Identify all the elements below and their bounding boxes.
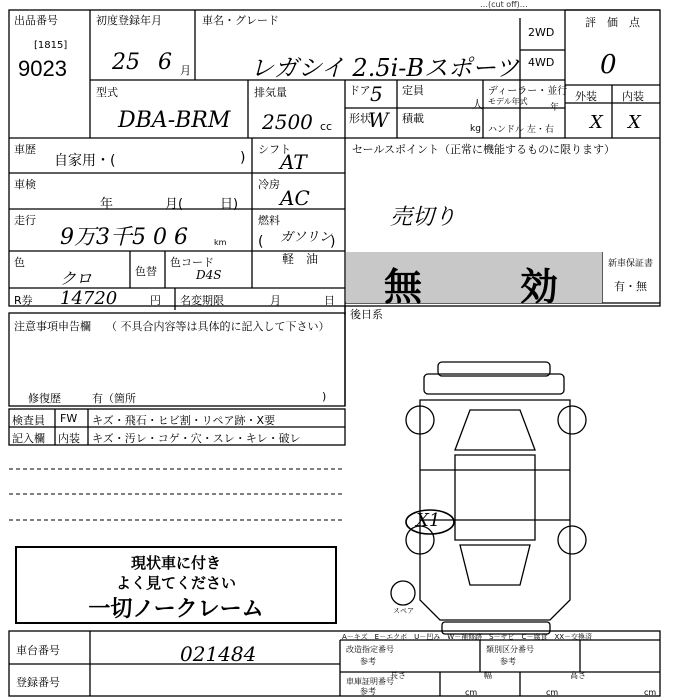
registration-label: 初度登録年月 [96,14,162,27]
warranty-label: 新車保証書 [608,259,654,269]
after-notes-label: 後日系 [350,308,383,321]
history-value: 自家用・( [54,153,116,169]
name-change-month: 月 [270,294,281,307]
reg-number-label: 登録番号 [16,676,60,689]
capacity-unit: 人 [472,98,483,111]
recycle-value: 14720 [60,288,118,309]
ac-label: 冷房 [258,178,280,191]
inspection-label: 車検 [14,178,36,191]
registration-year: 25 [112,50,140,75]
name-change-day: 日 [324,294,335,307]
mileage-value: 9万3千5 0 6 [60,225,188,250]
doors-value: 5 [370,82,383,106]
sales-point-label: セールスポイント（正常に機能するものに限ります） [352,143,616,156]
header-fragment: …(cut off)… [480,0,528,9]
ext-label: 外装 [575,90,597,103]
claim-line-2: よく見てください [115,574,236,592]
color-label: 色 [14,256,25,269]
doors-label: ドア [349,84,371,97]
model-year-label: モデル年式 [488,97,528,106]
mods-label: 改造指定番号 [346,645,394,654]
color-value: クロ [60,269,93,288]
int-label: 内装 [622,90,644,103]
length-unit: cm [465,688,478,697]
claim-line-3: 一切ノークレーム [88,597,264,622]
model-year-unit: 年 [550,103,560,113]
repair-value: 有（箇所 [92,392,136,405]
invalid-text-1: 無 [384,265,423,309]
lot-number: 9023 [18,56,67,81]
displacement-unit: cc [320,120,333,133]
remarks-note: （ 不具合内容等は具体的に記入して下さい） [106,320,330,333]
fuel-diesel: 軽 油 [282,252,319,266]
fuel-gasoline: ガソリン [280,230,333,245]
color-code-value: D4S [196,268,222,282]
diagram-mark: X1 [416,510,441,531]
length-label: 長さ [390,671,406,680]
class-label: 類別区分番号 [486,645,534,654]
damage-legend: A－キズ E－エクボ U－凹み W－補修跡 S－サビ C－腐食 XX－交換済 [342,633,593,641]
diagram-spare: スペア [393,607,414,615]
registration-month-unit: 月 [180,64,191,77]
handle-label: ハンドル 左・右 [488,125,554,135]
shape-value: W [368,108,389,132]
inspector-label-1: 検査員 [12,414,45,427]
recycle-unit: 円 [150,294,161,307]
lot-label: 出品番号 [14,14,58,27]
mileage-label: 走行 [14,214,36,227]
garage-label: 車庫証明番号 [346,677,394,686]
inspector-label-2: 記入欄 [12,432,45,445]
claim-line-1: 現状車に付き [130,554,221,572]
recycle-label: R券 [14,294,33,307]
fuel-label: 燃料 [258,214,280,227]
inspector-fw: FW [60,412,78,425]
int-value: X [628,112,641,133]
inspection-year: 年 [100,197,114,212]
fuel-paren-close: ) [330,234,336,250]
score-value: 0 [600,50,617,80]
chassis-value: 021484 [180,642,257,666]
height-label: 高さ [570,671,586,680]
repair-close: ) [322,390,327,403]
shift-label: シフト [258,143,291,156]
registration-month: 6 [158,50,172,75]
shift-value: AT [280,150,307,174]
warranty-value: 有・無 [614,280,647,293]
inspection-month: 月( [165,197,184,212]
dealer-label: ディーラー・並行 [488,86,568,97]
remarks-label: 注意事項申告欄 [14,320,91,333]
inspector-int-items: キズ・汚レ・コゲ・穴・スレ・キレ・破レ [92,432,301,445]
displacement-label: 排気量 [254,86,287,99]
drive-4wd: 4WD [528,56,555,69]
ac-value: AC [280,186,310,210]
color-code-label: 色コード [170,256,214,269]
repair-label: 修復歴 [28,392,61,405]
drive-2wd: 2WD [528,26,555,39]
car-diagram [391,362,586,634]
height-unit: cm [644,688,657,697]
ext-value: X [590,112,603,133]
model-label: 車名・グレード [202,14,279,27]
lot-code: [1815] [34,40,68,51]
history-close: ) [240,150,246,166]
sales-point-handwriting: 売切り [390,205,457,230]
class-ref: 参考 [500,657,516,666]
width-label: 幅 [484,671,492,680]
load-label: 積載 [402,112,424,125]
color-change-label: 色替 [135,265,157,278]
shape-label: 形状 [349,112,371,125]
history-label: 車歴 [14,143,36,156]
inspection-day: 日) [220,197,239,212]
score-label: 評 価 点 [585,16,640,29]
fuel-paren-open: ( [258,234,264,250]
capacity-label: 定員 [402,84,424,97]
mileage-unit: km [214,238,227,247]
width-unit: cm [546,688,559,697]
name-change-label: 名変期限 [180,294,224,307]
load-unit: kg [470,124,481,134]
inspector-fw-items: キズ・飛石・ヒビ割・リペア跡・X要 [92,414,276,427]
model-value: レガシイ 2.5i-Bスポーツ [250,54,520,82]
type-value: DBA-BRM [118,108,231,133]
type-label: 型式 [96,86,118,99]
invalid-text-2: 効 [520,265,559,309]
inspector-int: 内装 [58,432,80,445]
mods-ref: 参考 [360,657,376,666]
chassis-label: 車台番号 [16,644,60,657]
garage-ref: 参考 [360,687,376,696]
displacement-value: 2500 [262,110,313,134]
